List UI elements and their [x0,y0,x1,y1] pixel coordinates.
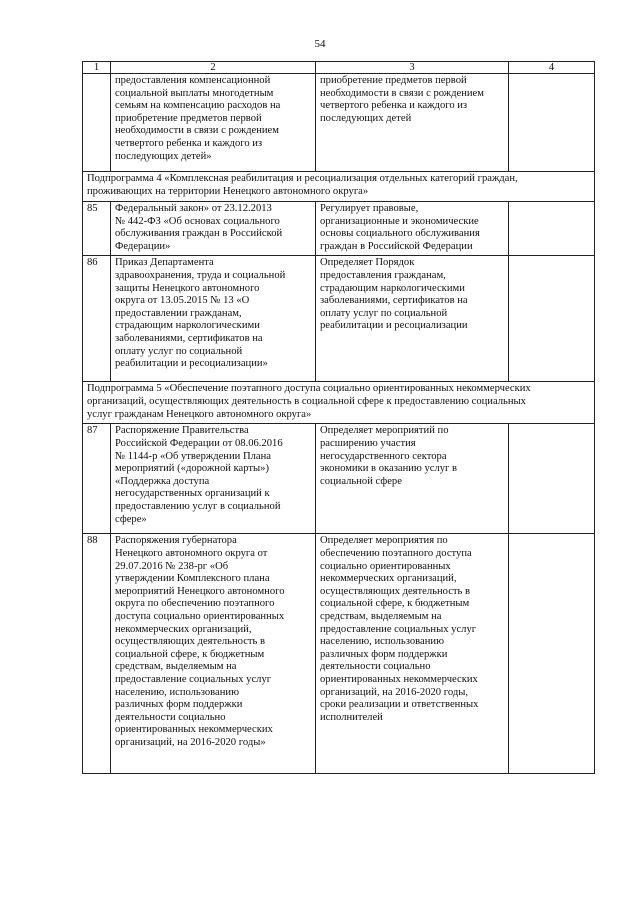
description-cell-text: Определяет Порядок предоставления гражданам, страдающим наркологическими заболеваниями, сертификатов на оплату услуг по социальной реабилитации и ресоциализации [320,257,468,332]
legal-act-cell-text: Федеральный закон» от 23.12.2013 № 442-ФЗ «Об основах социального обслуживания граждан в Российской Федерации» [115,203,283,252]
subprogram-row [83,382,595,424]
description-cell [316,256,509,382]
note-cell [509,202,595,256]
row-number-text: 85 [87,203,98,214]
table-row [83,256,595,382]
subprogram-row [83,172,595,202]
description-cell-text: Регулирует правовые, организационные и экономические основы социального обслуживания граждан в Российской Федерации [320,203,480,252]
row-number [83,202,111,256]
column-header: 3 [316,62,509,74]
description-cell-text: Определяет мероприятия по обеспечению поэтапного доступа социально ориентированных некоммерческих организаций, осуществляющих деятельность в социальной сфере, к бюджетным средствам, выделяемым на предоставление социальных услуг населению, использованию различных форм поддержки деятельности социально ориентированных некоммерческих организаций, на 2016-2020 годы, сроки реализации и ответственных исполнителей [320,535,479,723]
row-number-text: 86 [87,257,98,269]
legal-act-cell-text: предоставления компенсационной социальной выплаты многодетным семьям на компенсацию расходов на приобретение предметов первой необходимости в связи с рождением четвертого ребенка и каждого из последующих детей» [115,75,281,162]
note-cell [509,256,595,382]
note-cell [509,424,595,534]
description-cell-text: приобретение предметов первой необходимости в связи с рождением четвертого ребенка и каждого из последующих детей [320,75,484,124]
row-number [83,534,111,774]
legal-act-cell [111,256,316,382]
column-header: 4 [509,62,595,74]
column-header: 2 [111,62,316,74]
table-row [83,424,595,534]
description-cell [316,534,509,774]
legal-act-cell-text: Распоряжения губернатора Ненецкого автономного округа от 29.07.2016 № 238-рг «Об утверждении Комплексного плана мероприятий Ненецкого автономного округа по обеспечению поэтапного доступа социально ориентированных некоммерческих организаций, осуществляющих деятельность в социальной сфере, к бюджетным средствам, выделяемым на предоставление социальных услуг населению, использованию различных форм поддержки деятельности социально ориентированных некоммерческих организаций, на 2016-2020 годы» [115,535,285,748]
legal-act-cell [111,534,316,774]
legal-act-cell [111,424,316,534]
subprogram-text: Подпрограмма 5 «Обеспечение поэтапного доступа социально ориентированных некоммерческих организаций, осуществляющих деятельность в социальной сфере к предоставлению социальных услуг гражданам Ненецкого автономного округа» [87,383,531,420]
note-cell [509,74,595,172]
legal-act-cell-text: Приказ Департамента здравоохранения, труда и социальной защиты Ненецкого автономного округа от 13.05.2015 № 13 «О предоставлении гражданам, страдающим наркологическими заболеваниями, сертификатов на оплату услуг по социальной реабилитации и ресоциализации» [115,257,286,370]
description-cell-text: Определяет мероприятий по расширению участия негосударственного сектора экономики в оказанию услуг в социальной сфере [320,425,458,487]
row-number [83,256,111,382]
description-cell [316,424,509,534]
description-cell [316,202,509,256]
table-row [83,202,595,256]
row-number [83,74,111,172]
legal-act-cell [111,202,316,256]
table-row [83,534,595,774]
row-number [83,424,111,534]
column-header: 1 [83,62,111,74]
table-row [83,74,595,172]
row-number-text: 88 [87,535,98,547]
legal-act-cell-text: Распоряжение Правительства Российской Федерации от 08.06.2016 № 1144-р «Об утверждении Плана мероприятий («дорожной карты») «Поддержка доступа негосударственных организаций к предоставлению услуг в социальной сфере» [115,425,283,525]
row-number-text: 87 [87,425,98,437]
subprogram-title [83,382,595,424]
description-cell [316,74,509,172]
subprogram-title [83,172,595,202]
table-header-row [83,62,595,74]
legal-act-cell [111,74,316,172]
legal-acts-table [82,61,595,774]
page-number: 54 [314,38,326,50]
subprogram-text: Подпрограмма 4 «Комплексная реабилитация и ресоциализация отдельных категорий граждан, проживающих на территории Ненецкого автономного округа» [87,173,518,197]
note-cell [509,534,595,774]
